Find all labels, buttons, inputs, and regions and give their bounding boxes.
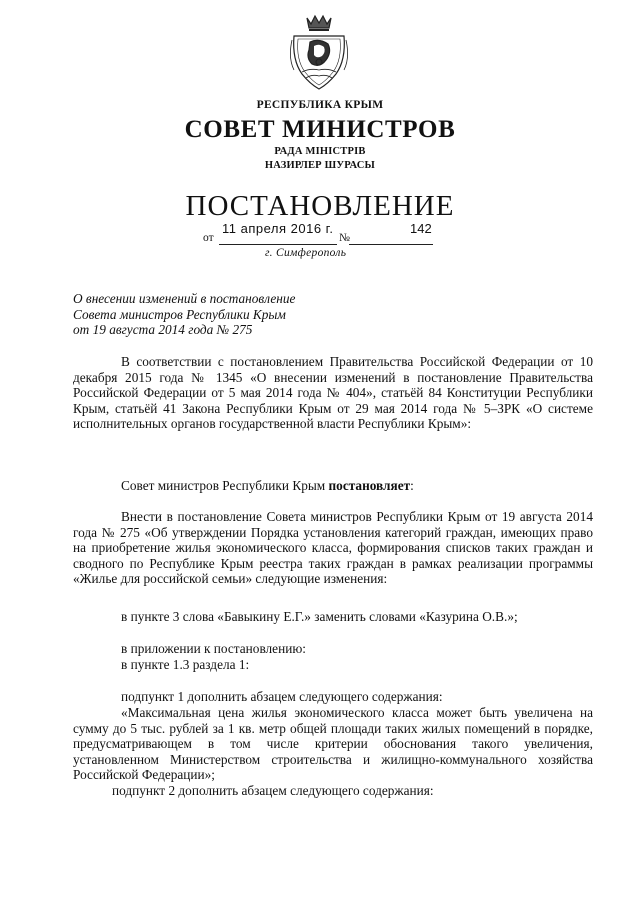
- document-subject: [73, 291, 295, 338]
- council-title-crimean-tatar: НАЗИРЛЕР ШУРАСЫ: [264, 160, 376, 171]
- resolution-date: 11 апреля 2016 г.: [222, 221, 334, 236]
- resolution-number: 142: [410, 221, 432, 236]
- subpoint-1-item: подпункт 1 дополнить абзацем следующего содержания:: [121, 689, 443, 704]
- decree-statement: [121, 478, 414, 494]
- subject-line: О внесении изменений в постановление: [73, 291, 296, 306]
- amendment-intro-paragraph: Внести в постановление Совета министров Республики Крым от 19 августа 2014 года № 275 «Об утверждении Порядка установления категорий граждан, имеющих право на приобретение жилья экономического класса, формирования списков таких граждан и сводного по Республике Крым реестра таких граждан в рамках реализации программы «Жилье для российской семьи» следующие изменения:: [73, 509, 593, 586]
- date-prefix: от: [203, 232, 214, 244]
- council-title: СОВЕТ МИНИСТРОВ: [184, 116, 456, 143]
- number-underline: [349, 244, 433, 245]
- preamble-paragraph: В соответствии с постановлением Правительства Российской Федерации от 10 декабря 2015 года № 1345 «О внесении изменений в постановление Правительства Российской Федерации от 5 мая 2014 года № 404», статьёй 84 Конституции Республики Крым, статьёй 41 Закона Республики Крым от 29 мая 2014 года № 5–ЗРК «О системе исполнительных органов государственной власти Республики Крым»:: [73, 354, 593, 431]
- republic-name: РЕСПУБЛИКА КРЫМ: [256, 99, 384, 111]
- council-title-ukrainian: РАДА МІНІСТРІВ: [274, 146, 366, 157]
- subject-line: Совета министров Республики Крым: [73, 306, 286, 322]
- point-3-item: в пункте 3 слова «Бавыкину Е.Г.» заменить словами «Казурина О.В.»;: [121, 609, 518, 624]
- date-underline: [219, 244, 337, 245]
- decree-colon: :: [410, 478, 414, 493]
- decree-prefix: Совет министров Республики Крым: [121, 478, 329, 493]
- subpoint-2-item: подпункт 2 дополнить абзацем следующего содержания:: [112, 783, 434, 798]
- point-1-3-item: в пункте 1.3 раздела 1:: [121, 657, 250, 672]
- number-prefix: №: [339, 232, 350, 244]
- decree-verb: постановляет: [328, 478, 411, 493]
- city-name: г. Симферополь: [265, 247, 347, 259]
- quoted-addition-paragraph: «Максимальная цена жилья экономического класса может быть увеличена на сумму до 5 тыс. рублей за 1 кв. метр общей площади таких жилых помещений в порядке, предусматривающем в том числе критерии обоснования такого увеличения, установленном Министерством строительства и жилищно-коммунального хозяйства Российской Федерации»;: [73, 705, 593, 782]
- document-type-title: ПОСТАНОВЛЕНИЕ: [185, 190, 455, 222]
- subject-line: от 19 августа 2014 года № 275: [73, 322, 253, 337]
- coat-of-arms-emblem: [288, 10, 350, 94]
- appendix-item: в приложении к постановлению:: [121, 641, 306, 656]
